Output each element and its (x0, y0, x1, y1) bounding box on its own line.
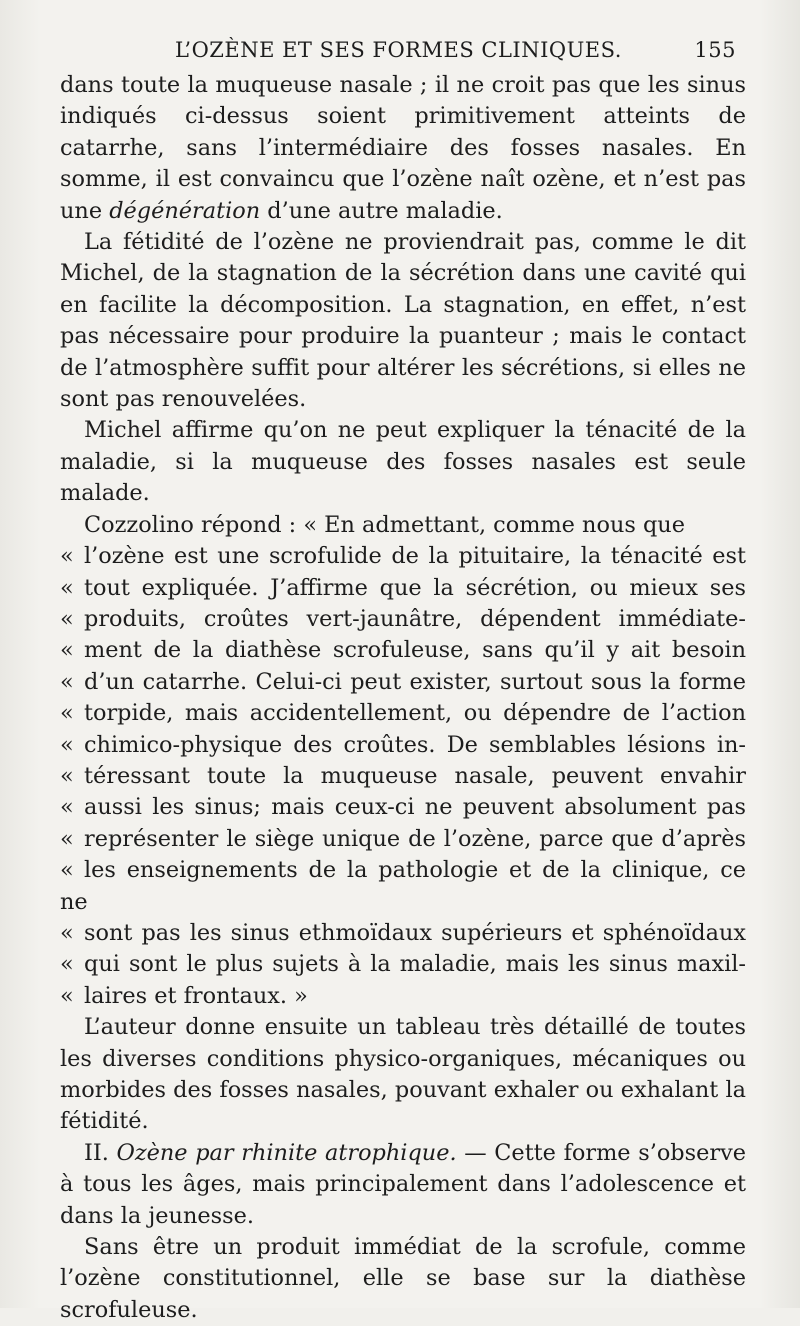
quote-mark: « (60, 605, 74, 632)
quote-line (60, 949, 746, 980)
quote-line-text: sont pas les sinus ethmoïdaux supérieurs et sphénoïdaux (84, 919, 746, 946)
quote-mark: « (60, 731, 74, 758)
quote-line (60, 918, 746, 949)
quote-mark: « (60, 857, 74, 884)
quote-line-text: chimico-physique des croûtes. De semblables lésions in- (84, 731, 746, 758)
quote-mark: « (60, 637, 74, 664)
quote-line-text: d’un catarrhe. Celui-ci peut exister, surtout sous la forme (84, 668, 746, 695)
quote-line-text: représenter le siège unique de l’ozène, parce que d’après (84, 825, 746, 852)
quote-line (60, 698, 746, 729)
quote-line (60, 981, 746, 1012)
quote-line-text: téressant toute la muqueuse nasale, peuvent envahir (84, 762, 746, 789)
quote-line-text: torpide, mais accidentellement, ou dépendre de l’action (84, 700, 746, 727)
paragraph-1-emphasis: dégénération (109, 197, 261, 224)
page-number: 155 (694, 38, 736, 62)
paragraph-2: La fétidité de l’ozène ne proviendrait pas, comme le dit Michel, de la stagnation de la sécrétion dans une cavité qui en facilite la décomposition. La stagnation, en effet, n’est pas nécessaire pour produire la puanteur ; mais le contact de l’atmosphère suffit pour altérer les sécrétions, si elles ne sont pas renouvelées. (60, 229, 746, 413)
paragraph-6-text: — Cette forme s’observe à tous les âges, mais principalement dans l’adolescence et dans la jeunesse. (60, 1139, 746, 1229)
paragraph-1-text-a: dans toute la muqueuse nasale ; il ne croit pas que les sinus indiqués ci-dessus soient primitivement atteints de catarrhe, sans l’intermédiaire des fosses nasales. En somme, il est convaincu que l’ozène naît ozène, et n’est pas une (60, 72, 746, 224)
quote-line (60, 541, 746, 572)
paragraph-6 (60, 1138, 746, 1232)
quote-line-text: laires et frontaux. » (84, 982, 308, 1009)
quote-line (60, 730, 746, 761)
paragraph-7: Sans être un produit immédiat de la scrofule, comme l’ozène constitutionnel, elle se base sur la diathèse scrofuleuse. (60, 1234, 746, 1323)
quote-mark: « (60, 668, 74, 695)
quote-line-text: aussi les sinus; mais ceux-ci ne peuvent absolument pas (84, 794, 746, 821)
quote-line (60, 761, 746, 792)
quote-line-text: l’ozène est une scrofulide de la pituitaire, la ténacité est (84, 543, 746, 570)
quote-line (60, 792, 746, 823)
quote-line (60, 604, 746, 635)
section-numeral: II. (84, 1139, 117, 1166)
quote-mark: « (60, 794, 74, 821)
quote-line (60, 667, 746, 698)
quote-mark: « (60, 543, 74, 570)
quote-line (60, 824, 746, 855)
paragraph-1 (60, 70, 746, 227)
section-heading: Ozène par rhinite atrophique. (116, 1139, 457, 1166)
quotation-block (60, 541, 746, 1012)
paragraph-4 (60, 510, 746, 1013)
paragraph-5: L’auteur donne ensuite un tableau très détaillé de toutes les diverses conditions physico-organiques, mécaniques ou morbides des fosses nasales, pouvant exhaler ou exhalant la fétidité. (60, 1014, 746, 1135)
quote-line-text: produits, croûtes vert-jaunâtre, dépendent immédiate- (84, 605, 746, 632)
quote-mark: « (60, 919, 74, 946)
paragraph-1-text-b: d’une autre maladie. (260, 197, 503, 224)
paragraph-4-intro: Cozzolino répond : « En admettant, comme nous que (84, 511, 685, 538)
quote-mark: « (60, 951, 74, 978)
quote-mark: « (60, 982, 74, 1009)
quote-line-text: tout expliquée. J’affirme que la sécrétion, ou mieux ses (84, 574, 746, 601)
running-title: L’OZÈNE ET SES FORMES CLINIQUES. (175, 38, 622, 62)
quote-line (60, 635, 746, 666)
quote-line-text: qui sont le plus sujets à la maladie, mais les sinus maxil- (84, 951, 746, 978)
quote-line-text: ment de la diathèse scrofuleuse, sans qu’il y ait besoin (84, 637, 746, 664)
quote-line (60, 855, 746, 918)
page-body (60, 70, 746, 1326)
quote-line (60, 573, 746, 604)
quote-mark: « (60, 762, 74, 789)
quote-mark: « (60, 700, 74, 727)
page-header (60, 32, 740, 66)
quote-line-text: les enseignements de la pathologie et de la clinique, ce ne (60, 857, 746, 915)
quote-mark: « (60, 574, 74, 601)
paragraph-3: Michel affirme qu’on ne peut expliquer la ténacité de la maladie, si la muqueuse des fosses nasales est seule malade. (60, 417, 746, 507)
quote-mark: « (60, 825, 74, 852)
